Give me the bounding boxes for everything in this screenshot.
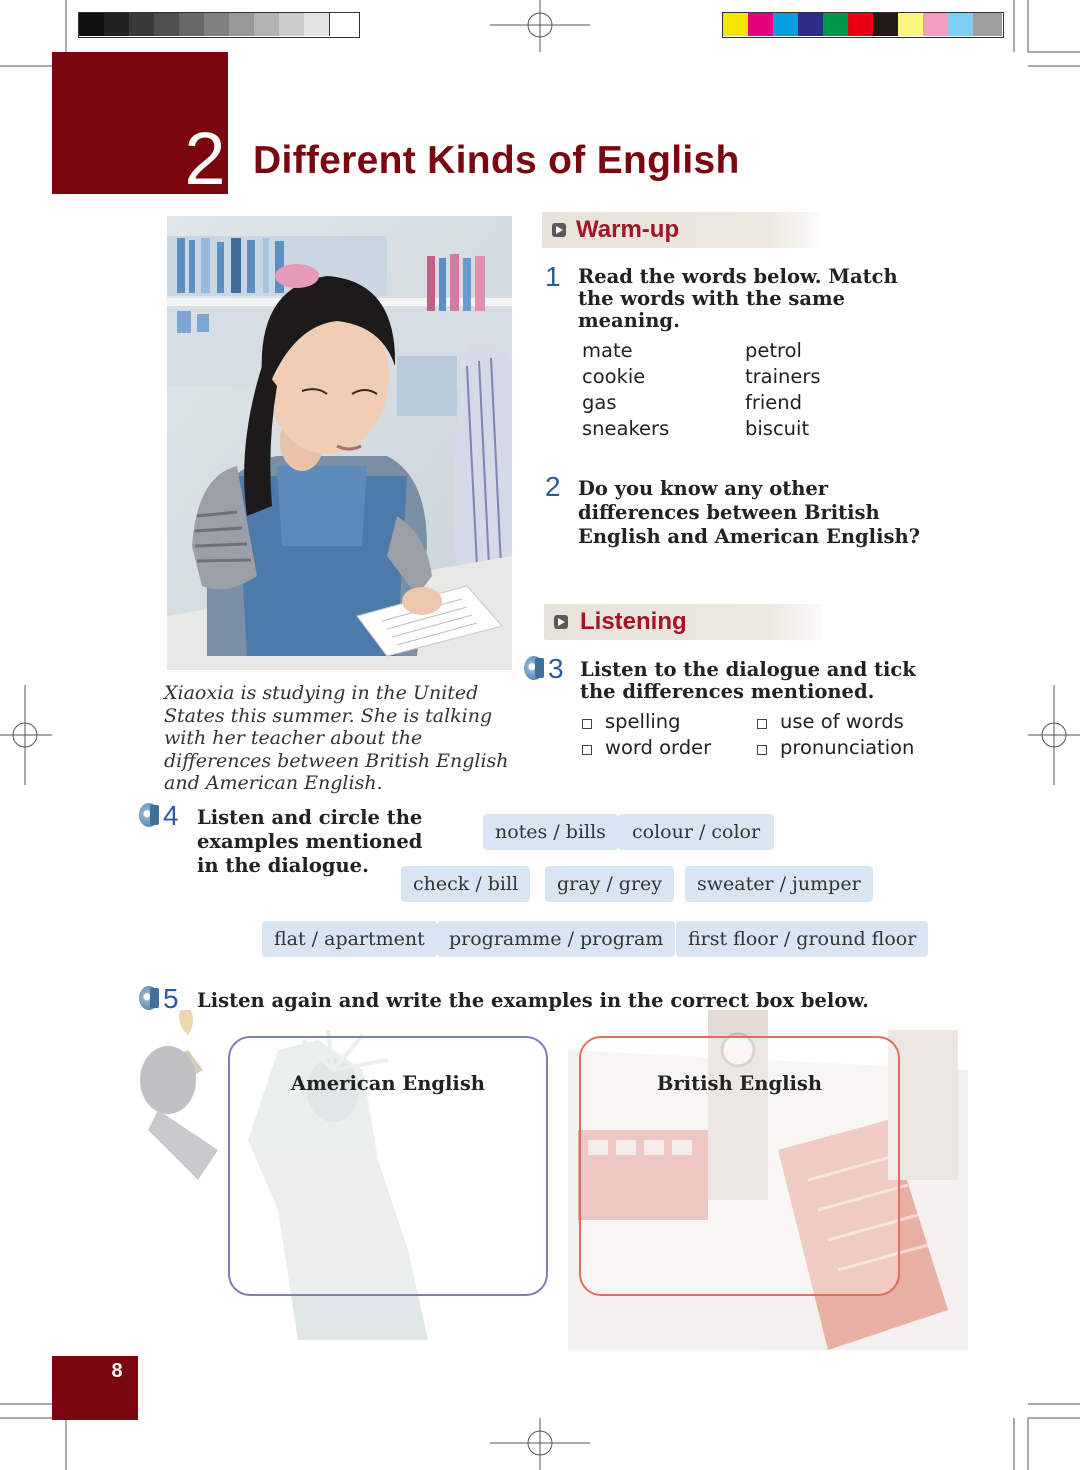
left-word-list <box>582 338 722 442</box>
audio-cd-icon[interactable] <box>524 656 544 680</box>
q5-text: Listen again and write the examples in the correct box below. <box>197 989 869 1012</box>
pronunciation-checkbox[interactable] <box>757 745 767 755</box>
q1-text: Read the words below. Match the words with the same meaning. <box>578 265 898 332</box>
warmup-banner <box>542 212 820 248</box>
word-item: friend <box>745 391 803 414</box>
audio-cd-icon[interactable] <box>139 986 159 1010</box>
right-word-list <box>745 338 885 442</box>
word-item: petrol <box>745 339 802 362</box>
example-chip[interactable]: check / bill <box>401 866 530 902</box>
option-pronunciation: pronunciation <box>780 736 915 759</box>
photo-caption: Xiaoxia is studying in the United States this summer. She is talking with her teacher about the differences between British English and American English. <box>164 682 509 794</box>
example-chip[interactable]: colour / color <box>618 814 774 850</box>
word-item: sneakers <box>582 417 670 440</box>
q1-number: 1 <box>545 261 561 292</box>
word-item: gas <box>582 391 617 414</box>
word-item: trainers <box>745 365 821 388</box>
listening-banner <box>544 604 822 640</box>
british-english-label: British English <box>656 1072 823 1095</box>
word-order-checkbox[interactable] <box>582 745 592 755</box>
spelling-checkbox[interactable] <box>582 719 592 729</box>
word-item: biscuit <box>745 417 810 440</box>
chapter-number: 2 <box>184 117 226 200</box>
use-of-words-checkbox[interactable] <box>757 719 767 729</box>
chapter-title: Different Kinds of English <box>253 139 740 182</box>
q5-number: 5 <box>163 983 179 1014</box>
word-item: cookie <box>582 365 646 388</box>
student-reading-photo <box>167 216 512 670</box>
q3-number: 3 <box>548 653 564 684</box>
q4-number: 4 <box>163 800 179 831</box>
q2-text: Do you know any other differences between British English and American English? <box>578 477 921 548</box>
example-chip[interactable]: flat / apartment <box>262 921 437 957</box>
q2-number: 2 <box>545 471 561 502</box>
q3-text: Listen to the dialogue and tick the differences mentioned. <box>580 658 916 703</box>
example-chip[interactable]: sweater / jumper <box>685 866 873 902</box>
example-chip[interactable]: notes / bills <box>483 814 618 850</box>
option-word-order: word order <box>605 736 712 759</box>
listening-label: Listening <box>580 608 687 635</box>
example-chip[interactable]: programme / program <box>437 921 675 957</box>
q4-text: Listen and circle the examples mentioned in the dialogue. <box>197 806 423 877</box>
word-item: mate <box>582 339 633 362</box>
american-english-box[interactable] <box>228 1036 548 1296</box>
page-number: 8 <box>111 1360 123 1382</box>
play-icon <box>552 223 566 237</box>
british-english-box[interactable] <box>579 1036 900 1296</box>
audio-cd-icon[interactable] <box>139 803 159 827</box>
american-english-label: American English <box>291 1072 485 1095</box>
example-chip[interactable]: first floor / ground floor <box>676 921 928 957</box>
play-icon <box>554 615 568 629</box>
option-use-of-words: use of words <box>780 710 904 733</box>
warmup-label: Warm-up <box>576 216 680 243</box>
example-chip[interactable]: gray / grey <box>545 866 674 902</box>
option-spelling: spelling <box>605 710 681 733</box>
